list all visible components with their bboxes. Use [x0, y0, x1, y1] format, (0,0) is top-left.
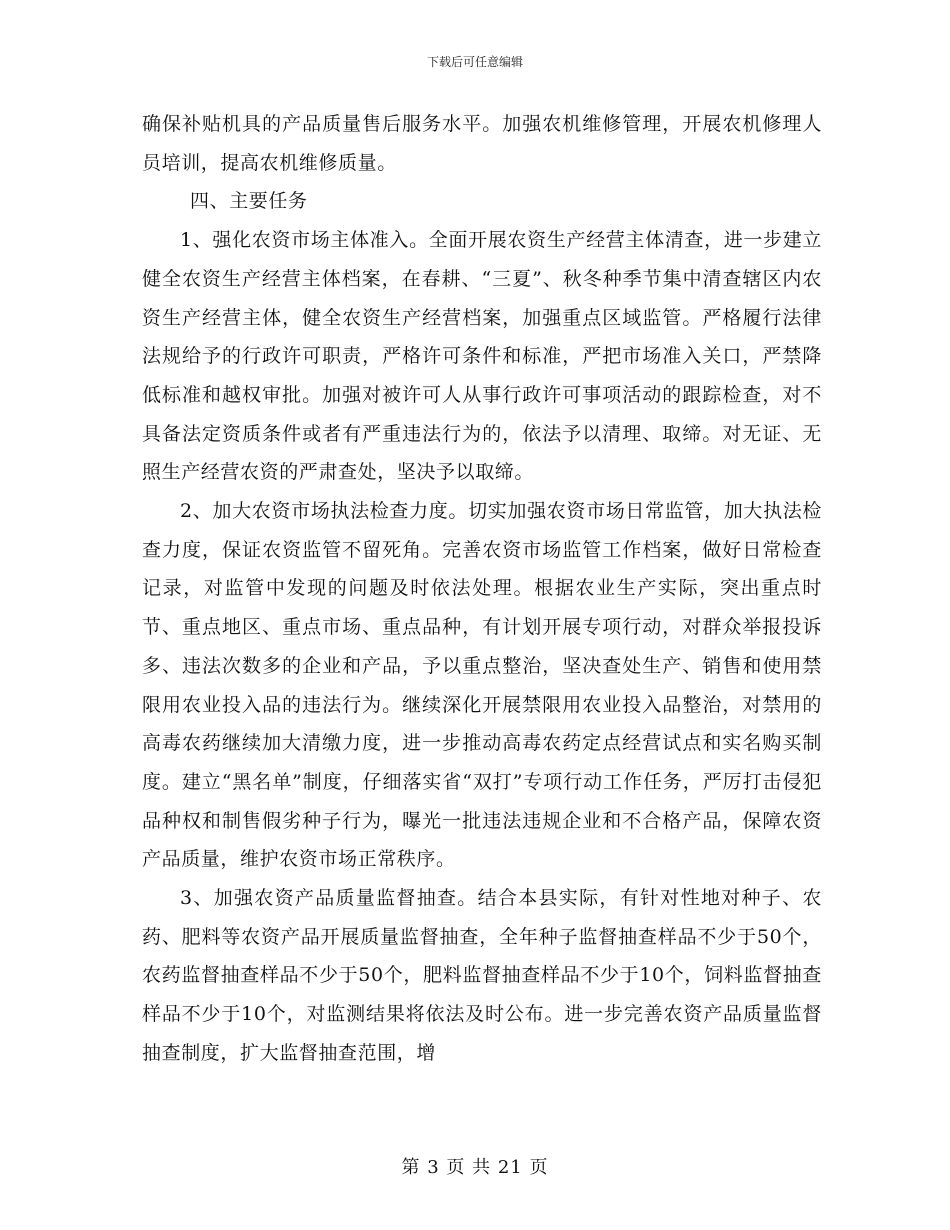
paragraph-task-2: 2、加大农资市场执法检查力度。切实加强农资市场日常监管，加大执法检查力度，保证农资监管不留死角。完善农资市场监管工作档案，做好日常检查记录，对监管中发现的问题及时依法处理。根据农业生产实际，突出重点时节、重点地区、重点市场、重点品种，有计划开展专项行动，对群众举报投诉多、违法次数多的企业和产品，予以重点整治，坚决查处生产、销售和使用禁限用农业投入品的违法行为。继续深化开展禁限用农业投入品整治，对禁用的高毒农药继续加大清缴力度，进一步推动高毒农药定点经营试点和实名购买制度。建立“黑名单”制度，仔细落实省“双打”专项行动工作任务，严厉打击侵犯品种权和制售假劣种子行为，曝光一批违法违规企业和不合格产品，保障农资产品质量，维护农资市场正常秩序。 [142, 500, 822, 871]
paragraph-task-3: 3、加强农资产品质量监督抽查。结合本县实际，有针对性地对种子、农药、肥料等农资产品开展质量监督抽查，全年种子监督抽查样品不少于50个，农药监督抽查样品不少于50个，肥料监督抽查样品不少于10个，饲料监督抽查样品不少于10个，对监测结果将依法及时公布。进一步完善农资产品质量监督抽查制度，扩大监督抽查范围，增 [142, 887, 822, 1064]
section-heading: 四、主要任务 [190, 190, 308, 213]
page-header: 下载后可任意编辑 [426, 55, 523, 69]
body-text [142, 105, 822, 1073]
paragraph-continuation: 确保补贴机具的产品质量售后服务水平。加强农机维修管理，开展农机修理人员培训，提高农机维修质量。 [142, 113, 822, 174]
paragraph-task-1: 1、强化农资市场主体准入。全面开展农资生产经营主体清查，进一步建立健全农资生产经营主体档案，在春耕、“三夏”、秋冬种季节集中清查辖区内农资生产经营主体，健全农资生产经营档案，加强重点区域监管。严格履行法律法规给予的行政许可职责，严格许可条件和标准，严把市场准入关口，严禁降低标准和越权审批。加强对被许可人从事行政许可事项活动的跟踪检查，对不具备法定资质条件或者有严重违法行为的，依法予以清理、取缔。对无证、无照生产经营农资的严肃查处，坚决予以取缔。 [142, 229, 822, 484]
page-number-footer: 第 3 页 共 21 页 [401, 1157, 549, 1178]
